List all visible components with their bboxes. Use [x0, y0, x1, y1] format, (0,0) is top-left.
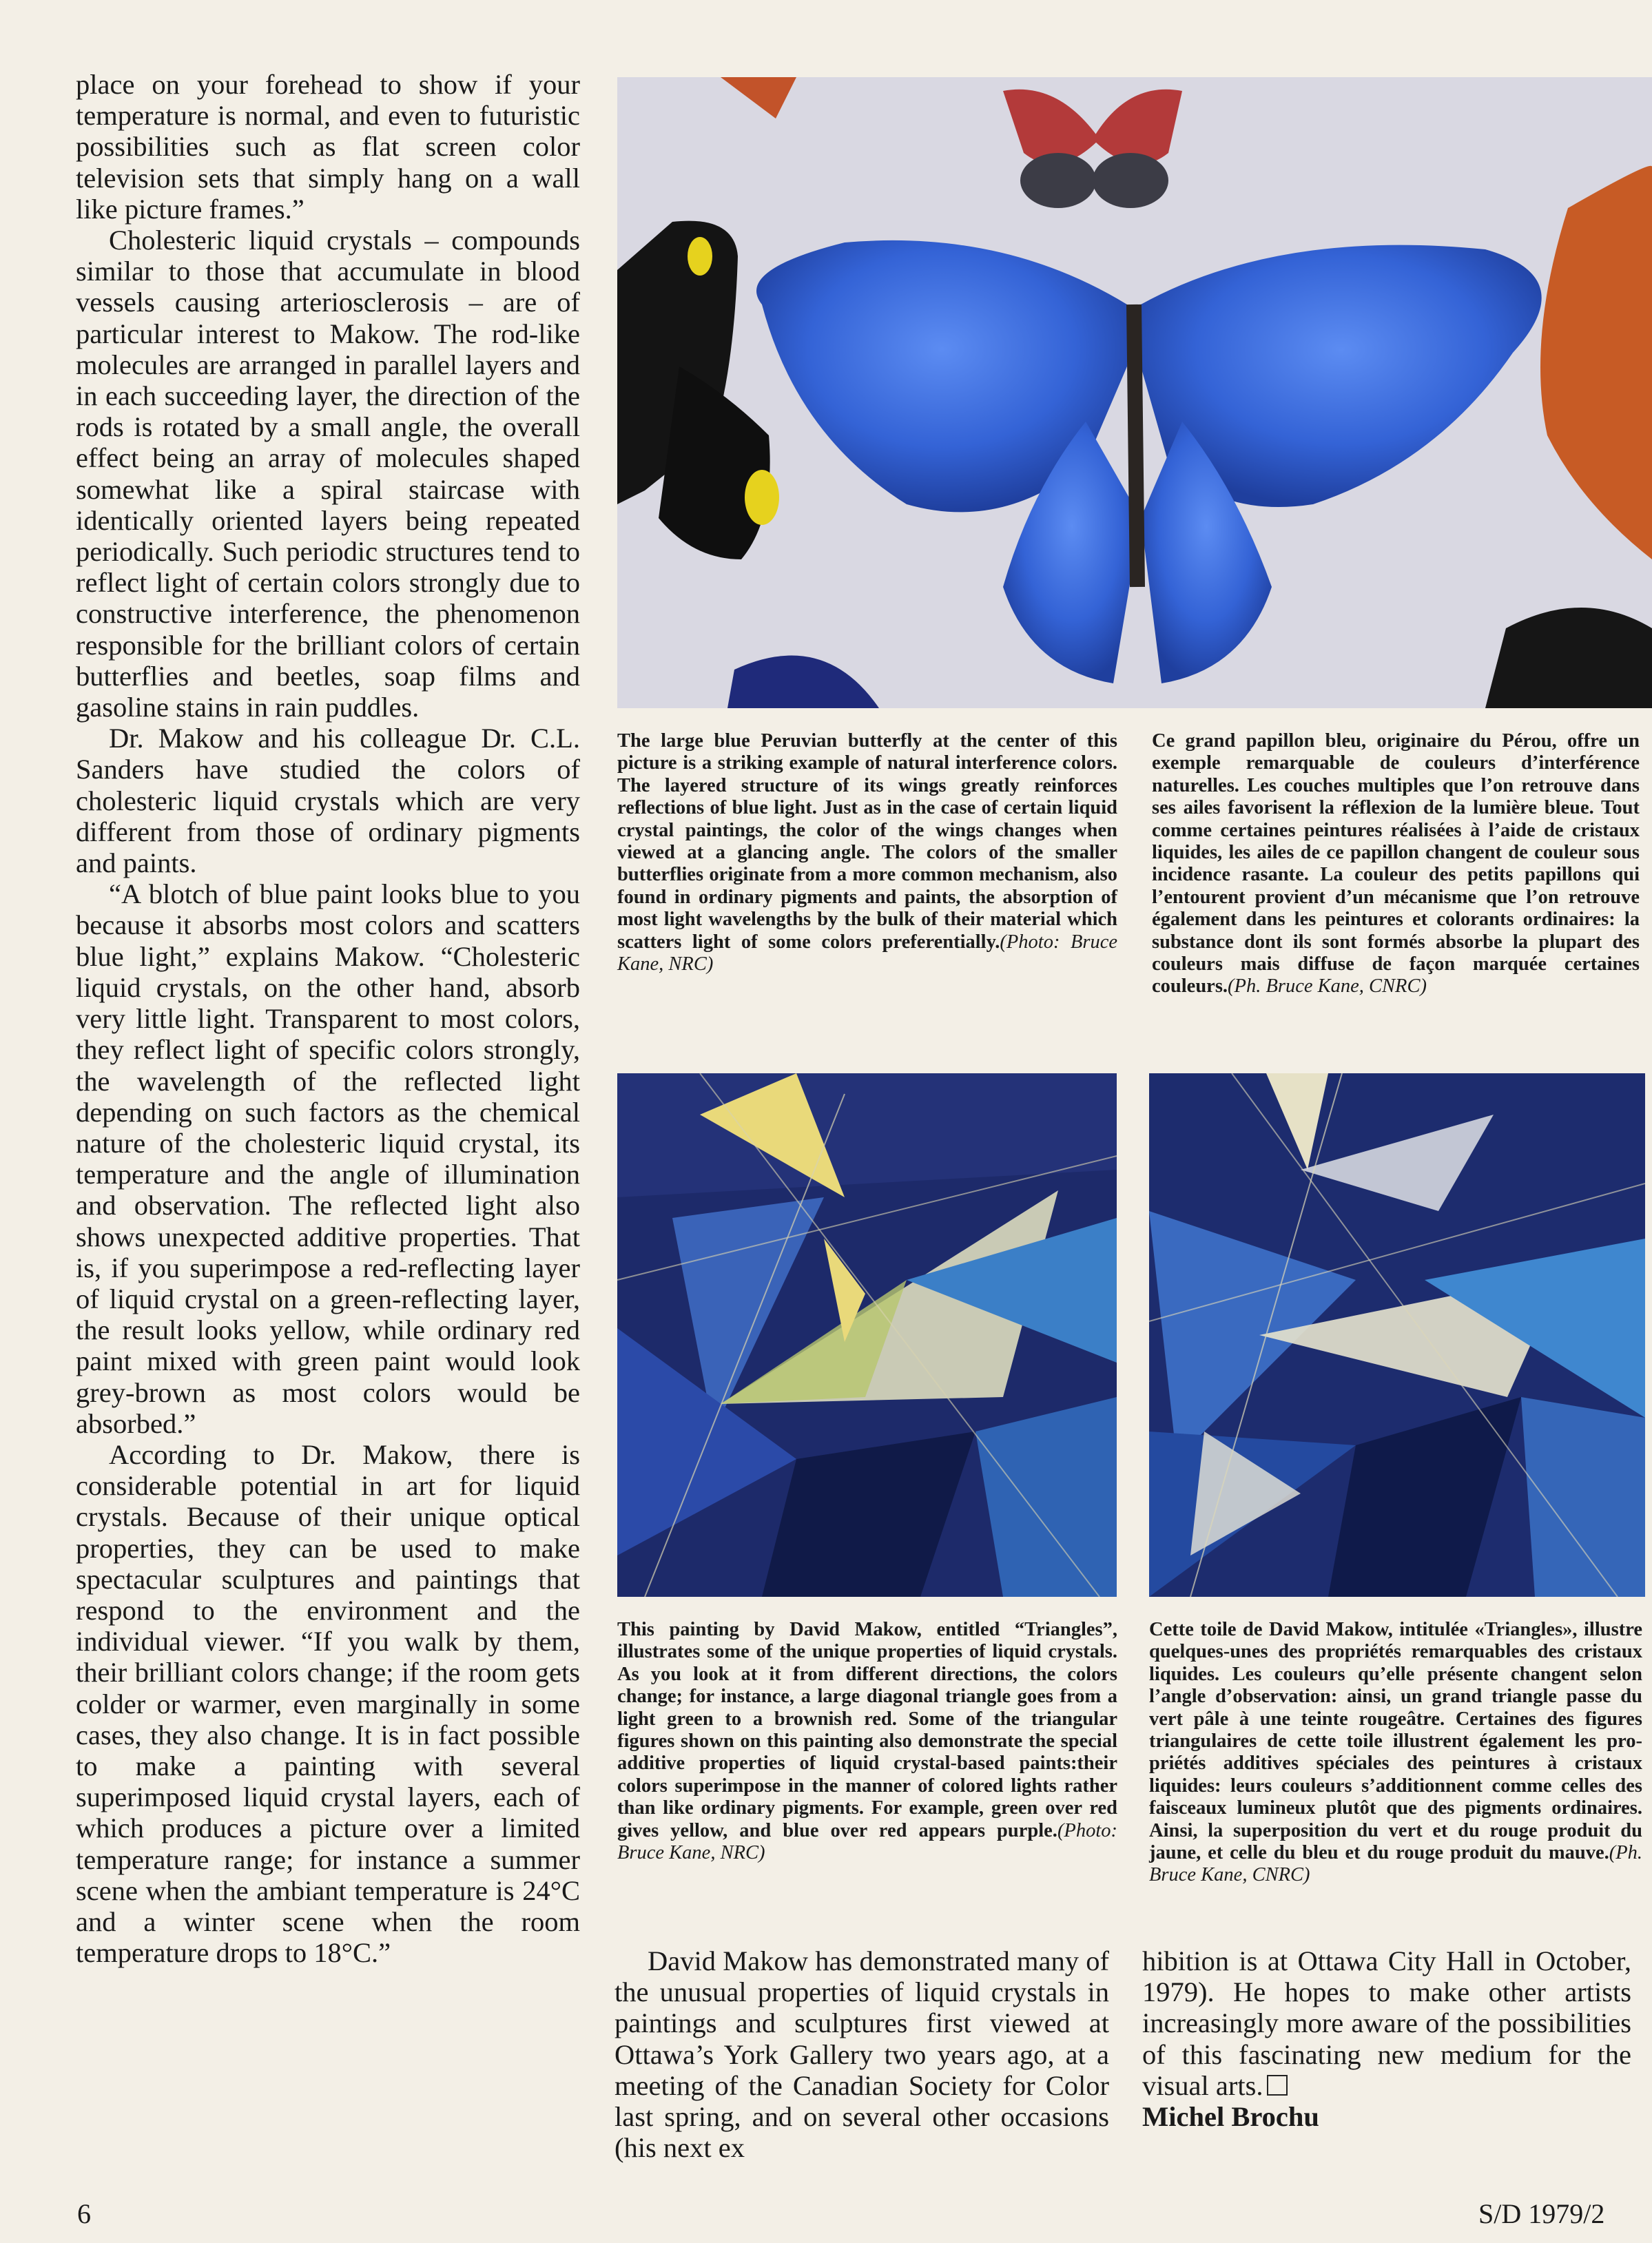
- paragraph: place on your forehead to show if your temperature is normal, and even to futuristic possibilities such as flat screen color television sets that simply hang on a wall like picture frames.”: [76, 69, 580, 225]
- butterfly-photo: [617, 77, 1652, 708]
- end-mark-icon: [1267, 2075, 1288, 2096]
- article-closing-middle: [615, 1945, 1109, 2163]
- paragraph: “A blotch of blue paint looks blue to you because it absorbs most colors and scatters blue light,” explains Makow. “Cholesteric liquid crystals, on the other hand, absorb very little light. Transparent to most colors, they reflect light of specific colors strongly, the wavelength of the reflected light depending on such factors as the chemical nature of the cholesteric liquid crystal, its temperature and the angle of illumination and observation. The reflected light also shows unexpected additive properties. That is, if you superimpose a red-reflecting layer of liquid crystal on a green-reflecting layer, the result looks yellow, while ordinary red paint mixed with green paint would look grey-brown as most colors would be absorbed.”: [76, 878, 580, 1439]
- paragraph: According to Dr. Makow, there is considerable potential in art for liquid crystals. Because of their unique optical properties, they can be used to make spectacular sculptures and paintings that respond to the environment and the individual viewer. “If you walk by them, their brilliant colors change; if the room gets colder or warmer, even marginally in some cases, they also change. It is in fact possible to make a painting with several superimposed liquid crystal layers, each of which produces a picture over a limited temperature range; for instance a summer scene when the ambiant temperature is 24°C and a winter scene when the room temperature drops to 18°C.”: [76, 1438, 580, 1969]
- photo-credit: (Ph. Bruce Kane, CNRC): [1228, 975, 1427, 998]
- photo-credit: (Ph. Bruce Kane, CNRC): [1149, 1842, 1642, 1886]
- triangles-painting-view-2: [1149, 1073, 1645, 1597]
- paragraph-text: hibition is at Ottawa City Hall in October, 1979). He hopes to make other artists increasingly more aware of the possibilities of this fascinating new medium for the visual arts.: [1142, 1945, 1631, 2101]
- page-number: 6: [77, 2198, 91, 2229]
- caption-text: Ce grand papillon bleu, originaire du Pérou, offre un exemple remarquable de couleurs d’interférence naturelles. Les couches multiples que l’on retrouve dans ses ailes favorisent la réflexion de la lumière bleue. Tout comme certaines peintures réalisées à l’aide de cristaux liquides, les ailes de ce papillon changent de couleur sous incidence rasante. La couleur des petits papillons qui l’entourent provient d’un mécanisme que l’on retrouve également dans les peintures et colorants ordinaires: la substance dont ils sont formés absorbe la plupart des couleurs mais diffuse de façon marquée certaines couleurs.: [1152, 730, 1640, 998]
- author-byline: Michel Brochu: [1142, 2101, 1319, 2133]
- issue-label: S/D 1979/2: [1478, 2198, 1605, 2229]
- article-closing-right: [1142, 1945, 1631, 2132]
- article-left-column: [76, 69, 580, 1968]
- caption-text: This painting by David Makow, entitled “Triangles”, illustrates some of the unique properties of liquid crystals. As you look at it from different directions, the colors change; for instance, a large diagonal triangle goes from a light green to a brownish red. Some of the triangular figures shown on this painting also demonstrate the special additive properties of liquid crystal-based paints:their colors superimpose in the manner of colored lights rather than like ordinary pigments. For example, green over red gives yellow, and blue over red appears purple.: [617, 1619, 1117, 1841]
- photo-credit: (Photo: Bruce Kane, NRC): [617, 931, 1118, 975]
- paragraph: Cholesteric liquid crystals – compounds similar to those that accumulate in blood vessels causing arteriosclerosis – are of particular interest to Makow. The rod-like molecules are arranged in parallel layers and in each succeeding layer, the direction of the rods is rotated by a small angle, the overall effect being an array of molecules shaped somewhat like a spiral staircase with identically oriented layers being repeated periodically. Such periodic structures tend to reflect light of certain colors strongly due to constructive interference, the phenomenon responsible for the brilliant colors of certain butterflies and beetles, soap films and gasoline stains in rain puddles.: [76, 225, 580, 723]
- butterfly-caption-french: [1152, 730, 1640, 998]
- painting-caption-english: [617, 1619, 1117, 1864]
- caption-text: The large blue Peruvian butterfly at the center of this picture is a striking example of natural interference colors. The layered structure of its wings greatly reinforces reflections of blue light. Just as in the case of certain liquid crystal paintings, the color of the wings changes when viewed at a glancing angle. The colors of the smaller butterflies originate from a more common mechanism, also found in ordinary pigments and paints, the absorption of most light wavelengths by the bulk of their material which scatters light of some colors preferentially.: [617, 730, 1117, 953]
- photo-credit: (Photo: Bruce Kane, NRC): [617, 1819, 1117, 1864]
- paragraph: David Makow has demonstrated many of the unusual properties of liquid crystals in paintings and sculptures first viewed at Ottawa’s York Gallery two years ago, at a meeting of the Canadian Society for Color last spring, and on several other occasions (his next ex: [615, 1945, 1109, 2164]
- paragraph: [1142, 1945, 1631, 2101]
- paragraph: Dr. Makow and his colleague Dr. C.L. Sanders have studied the colors of cholesteric liquid crystals which are very different from those of ordinary pigments and paints.: [76, 723, 580, 879]
- caption-text: Cette toile de David Makow, intitulée «Triangles», illustre quelques-unes des propriétés remarquables des cristaux liquides. Les couleurs qu’elle présente changent selon l’angle d’observation: ainsi, un grand triangle passe du vert pâle à une teinte rougeâtre. Certaines des figures triangulaires de cette toile illustrent également les propriétés additives spéciales des peintures à cristaux liquides: leurs couleurs s’additionnent comme celles des faisceaux lumineux plutôt que des pigments ordinaires. Ainsi, la superposition du vert et du rouge produit du jaune, et celle du bleu et du rouge produit du mauve.: [1149, 1619, 1642, 1864]
- triangles-painting-view-1: [617, 1073, 1117, 1597]
- painting-caption-french: [1149, 1619, 1642, 1887]
- butterfly-caption-english: [617, 730, 1117, 975]
